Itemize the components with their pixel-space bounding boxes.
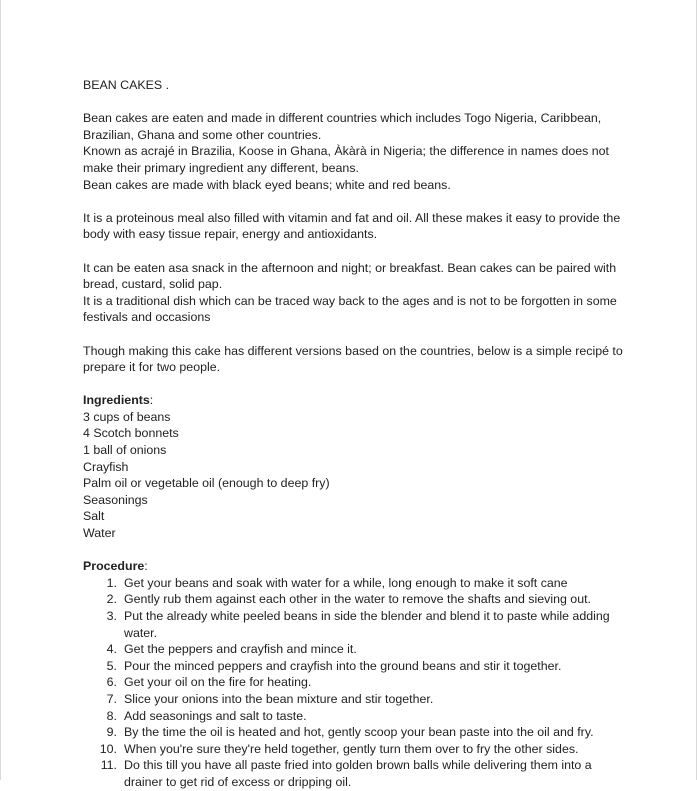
procedure-step [83, 708, 623, 725]
versions-paragraph: Though making this cake has different versions based on the countries, below is a simple recipé to prepare it for two people. [83, 343, 623, 375]
spacer [83, 243, 623, 260]
procedure-step [83, 591, 623, 608]
step-text: Get your beans and soak with water for a while, long enough to make it soft cane [124, 575, 568, 590]
step-text: Put the already white peeled beans in side the blender and blend it to paste while adding water. [124, 609, 610, 640]
step-text: Pour the minced peppers and crayfish into the ground beans and stir it together. [124, 658, 562, 673]
ingredient-item: Crayfish [83, 459, 129, 474]
ingredient-item: 4 Scotch bonnets [83, 426, 179, 441]
intro-paragraph: Known as acrajé in Brazilia, Koose in Ghana, Àkàrà in Nigeria; the difference in names does not make their primary ingredient any different, beans. [83, 144, 609, 175]
step-text: Add seasonings and salt to taste. [124, 708, 307, 723]
serving-paragraph: It is a traditional dish which can be traced way back to the ages and is not to be forgotten in some festivals and occasions [83, 293, 617, 325]
procedure-step [83, 641, 623, 658]
procedure-step [83, 741, 623, 758]
step-text: Gently rub them against each other in the water to remove the shafts and sieving out. [124, 592, 591, 607]
document-title: BEAN CAKES . [83, 78, 170, 92]
spacer [83, 326, 623, 343]
procedure-heading: Procedure: [83, 559, 148, 574]
step-text: Do this till you have all paste fried into golden brown balls while delivering them into a drainer to get rid of excess or dripping oil. [124, 758, 592, 789]
ingredient-item: Salt [83, 509, 105, 524]
procedure-step [83, 724, 623, 741]
document-body [83, 77, 623, 791]
procedure-step [83, 674, 623, 691]
ingredients-heading: Ingredients: [83, 393, 154, 408]
ingredient-item: Seasonings [83, 492, 148, 507]
step-number: 1. [106, 575, 117, 590]
step-text: When you're sure they're held together, gently turn them over to fry the other sides. [124, 741, 579, 756]
ingredients-heading-label: Ingredients [83, 393, 150, 408]
step-text: By the time the oil is heated and hot, gently scoop your bean paste into the oil and fry. [124, 725, 594, 740]
step-number: 7. [106, 691, 117, 706]
step-number: 8. [106, 708, 117, 723]
ingredient-item: 1 ball of onions [83, 443, 167, 458]
ingredient-item: 3 cups of beans [83, 409, 171, 424]
step-number: 3. [106, 609, 117, 623]
nutrition-paragraph: It is a proteinous meal also filled with vitamin and fat and oil. All these makes it easy to provide the body with easy tissue repair, energy and antioxidants. [83, 210, 621, 242]
step-text: Get your oil on the fire for heating. [124, 675, 312, 690]
procedure-step [83, 608, 623, 641]
intro-paragraph: Bean cakes are made with black eyed beans; white and red beans. [83, 177, 451, 192]
ingredient-item: Water [83, 526, 116, 541]
intro-paragraph: Bean cakes are eaten and made in different countries which includes Togo Nigeria, Caribbean, Brazilian, Ghana and some other countries. [83, 111, 602, 142]
step-number: 6. [106, 675, 117, 690]
procedure-step [83, 658, 623, 675]
procedure-step [83, 691, 623, 708]
spacer [83, 193, 623, 210]
step-text: Get the peppers and crayfish and mince it. [124, 642, 357, 657]
spacer [83, 94, 623, 111]
procedure-heading-label: Procedure [83, 559, 145, 574]
step-number: 4. [106, 642, 117, 657]
step-number: 11. [100, 758, 117, 773]
serving-paragraph: It can be eaten asa snack in the afternoon and night; or breakfast. Bean cakes can be paired with bread, custard, solid pap. [83, 260, 617, 292]
step-number: 10. [99, 741, 117, 756]
procedure-step [83, 575, 623, 592]
procedure-steps [83, 575, 623, 791]
step-text: Slice your onions into the bean mixture and stir together. [124, 691, 434, 706]
ingredient-item: Palm oil or vegetable oil (enough to deep fry) [83, 476, 330, 491]
procedure-step [83, 757, 623, 790]
ingredients-list [83, 409, 623, 542]
spacer [83, 542, 623, 559]
step-number: 5. [106, 658, 117, 673]
spacer [83, 376, 623, 393]
step-number: 2. [106, 592, 117, 607]
step-number: 9. [106, 725, 117, 740]
